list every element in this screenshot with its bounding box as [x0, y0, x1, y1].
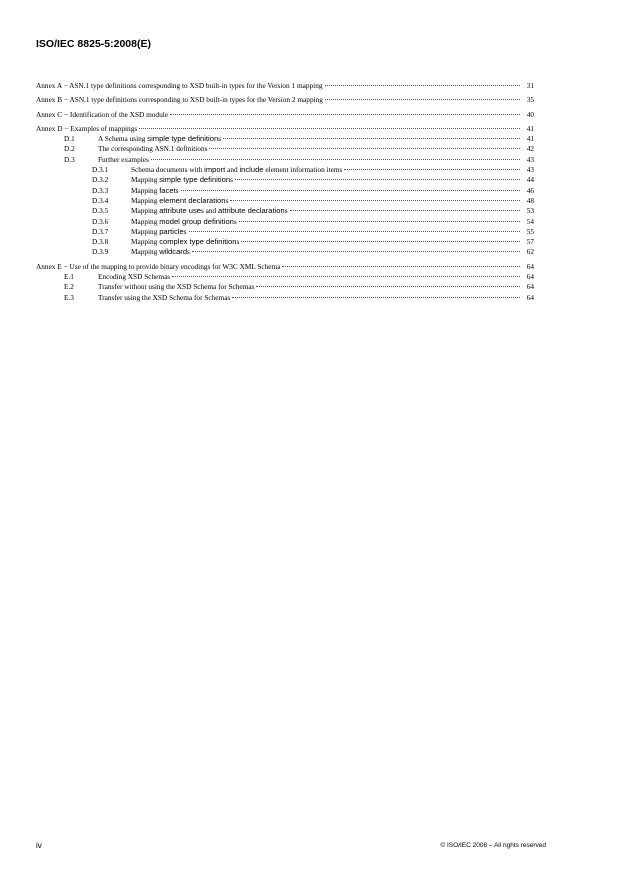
toc-page-number: 40 — [526, 109, 534, 119]
dot-leader — [325, 99, 520, 100]
footer-copyright: © ISO/IEC 2008 – All rights reserved — [440, 842, 546, 849]
toc-entry-number: D.3.1 — [92, 165, 109, 175]
toc-entry-d3-5[interactable] — [36, 206, 534, 216]
toc-entry-number: D.3.2 — [92, 175, 109, 185]
toc-entry-annex-c[interactable] — [36, 110, 534, 120]
toc-entry-annex-a[interactable] — [36, 81, 534, 91]
toc-entry-d3-6[interactable] — [36, 217, 534, 227]
toc-entry-title: Mapping element declarations — [131, 195, 229, 205]
dot-leader — [232, 297, 520, 298]
toc-entry-annex-d[interactable] — [36, 124, 534, 134]
toc-entry-title: Schema documents with import and include element information items — [131, 165, 343, 175]
toc-page-number: 46 — [526, 185, 534, 195]
toc-entry-d3-4[interactable] — [36, 196, 534, 206]
dot-leader — [139, 128, 520, 129]
dot-leader — [189, 231, 520, 232]
toc-page-number: 53 — [526, 206, 534, 216]
dot-leader — [256, 286, 520, 287]
toc-entry-number: D.3.7 — [92, 226, 109, 236]
toc-entry-number: E.2 — [64, 282, 74, 292]
toc-entry-title: Annex B − ASN.1 type definitions corresponding to XSD built-in types for the Version 2 mapping — [36, 95, 323, 105]
dot-leader — [170, 114, 520, 115]
toc-page-number: 31 — [526, 81, 534, 90]
toc-entry-title: Mapping model group definitions — [131, 216, 237, 226]
toc-page-number: 43 — [526, 154, 534, 164]
toc-page-number: 64 — [526, 282, 534, 292]
toc-entry-number: D.3.4 — [92, 195, 109, 205]
dot-leader — [235, 179, 520, 180]
toc-page-number: 43 — [526, 165, 534, 175]
toc-entry-number: D.2 — [64, 144, 75, 154]
toc-entry-title: Mapping particles — [131, 226, 187, 236]
toc-entry-e1[interactable] — [36, 272, 534, 282]
toc-entry-number: D.3.3 — [92, 185, 109, 195]
toc-entry-number: E.3 — [64, 292, 74, 302]
toc-page-number: 41 — [526, 123, 534, 133]
dot-leader — [344, 169, 520, 170]
document-header-title: ISO/IEC 8825-5:2008(E) — [36, 38, 151, 50]
toc-entry-annex-e[interactable] — [36, 262, 534, 272]
toc-page-number: 48 — [526, 195, 534, 205]
toc-page-number: 64 — [526, 292, 534, 302]
toc-entry-d3-2[interactable] — [36, 175, 534, 185]
toc-page-number: 42 — [526, 144, 534, 154]
dot-leader — [290, 210, 520, 211]
toc-entry-number: D.3.9 — [92, 247, 109, 257]
dot-leader — [239, 221, 520, 222]
toc-entry-title: A Schema using simple type definitions — [98, 134, 222, 144]
dot-leader — [282, 266, 520, 267]
dot-leader — [230, 200, 520, 201]
toc-entry-title: Further examples — [98, 154, 149, 164]
toc-entry-number: D.3.6 — [92, 216, 109, 226]
toc-entry-title: Annex C − Identification of the XSD module — [36, 109, 168, 119]
toc-page-number: 62 — [526, 247, 534, 257]
toc-entry-title: Mapping simple type definitions — [131, 175, 233, 185]
toc-entry-title: Mapping attribute uses and attribute declarations — [131, 206, 288, 216]
toc-page-number: 55 — [526, 226, 534, 236]
toc-page-number: 64 — [526, 261, 534, 271]
toc-entry-title: Annex E − Use of the mapping to provide binary encodings for W3C XML Schema — [36, 261, 281, 271]
dot-leader — [192, 251, 520, 252]
toc-entry-d3-3[interactable] — [36, 186, 534, 196]
toc-entry-title: Mapping wildcards — [131, 247, 190, 257]
toc-entry-title: Transfer using the XSD Schema for Schemas — [98, 292, 231, 302]
toc-entry-title: Annex D − Examples of mappings — [36, 123, 138, 133]
toc-entry-e2[interactable] — [36, 282, 534, 292]
toc-entry-number: D.3.8 — [92, 237, 109, 247]
toc-page-number: 64 — [526, 272, 534, 282]
dot-leader — [325, 85, 520, 86]
toc-entry-number: D.3.5 — [92, 206, 109, 216]
toc-entry-title: Mapping facets — [131, 185, 179, 195]
toc-page-number: 44 — [526, 175, 534, 185]
toc-page-number: 35 — [526, 95, 534, 105]
toc-entry-d3-9[interactable] — [36, 247, 534, 257]
dot-leader — [151, 159, 520, 160]
toc-page-number: 41 — [526, 134, 534, 144]
toc-page-number: 57 — [526, 237, 534, 247]
toc-entry-number: D.3 — [64, 154, 75, 164]
toc-entry-annex-b[interactable] — [36, 95, 534, 105]
toc-entry-e3[interactable] — [36, 293, 534, 303]
toc-entry-title: Annex A − ASN.1 type definitions corresponding to XSD built-in types for the Version 1 mapping — [36, 81, 323, 90]
toc-entry-d2[interactable] — [36, 144, 534, 154]
toc-entry-d3[interactable] — [36, 155, 534, 165]
toc-entry-number: D.1 — [64, 134, 75, 144]
toc-page-number: 54 — [526, 216, 534, 226]
toc-entry-d3-8[interactable] — [36, 237, 534, 247]
toc-entry-number: E.1 — [64, 272, 74, 282]
footer-page-number: iv — [36, 841, 42, 850]
dot-leader — [181, 190, 521, 191]
toc-entry-d3-7[interactable] — [36, 227, 534, 237]
toc-entry-title: The corresponding ASN.1 definitions — [98, 144, 208, 154]
dot-leader — [223, 138, 520, 139]
table-of-contents — [36, 81, 534, 303]
dot-leader — [241, 241, 520, 242]
toc-entry-title: Mapping complex type definitions — [131, 237, 240, 247]
toc-entry-d1[interactable] — [36, 134, 534, 144]
dot-leader — [209, 148, 520, 149]
dot-leader — [172, 276, 520, 277]
toc-entry-d3-1[interactable] — [36, 165, 534, 175]
toc-entry-title: Transfer without using the XSD Schema for Schemas — [98, 282, 255, 292]
toc-entry-title: Encoding XSD Schemas — [98, 272, 171, 282]
